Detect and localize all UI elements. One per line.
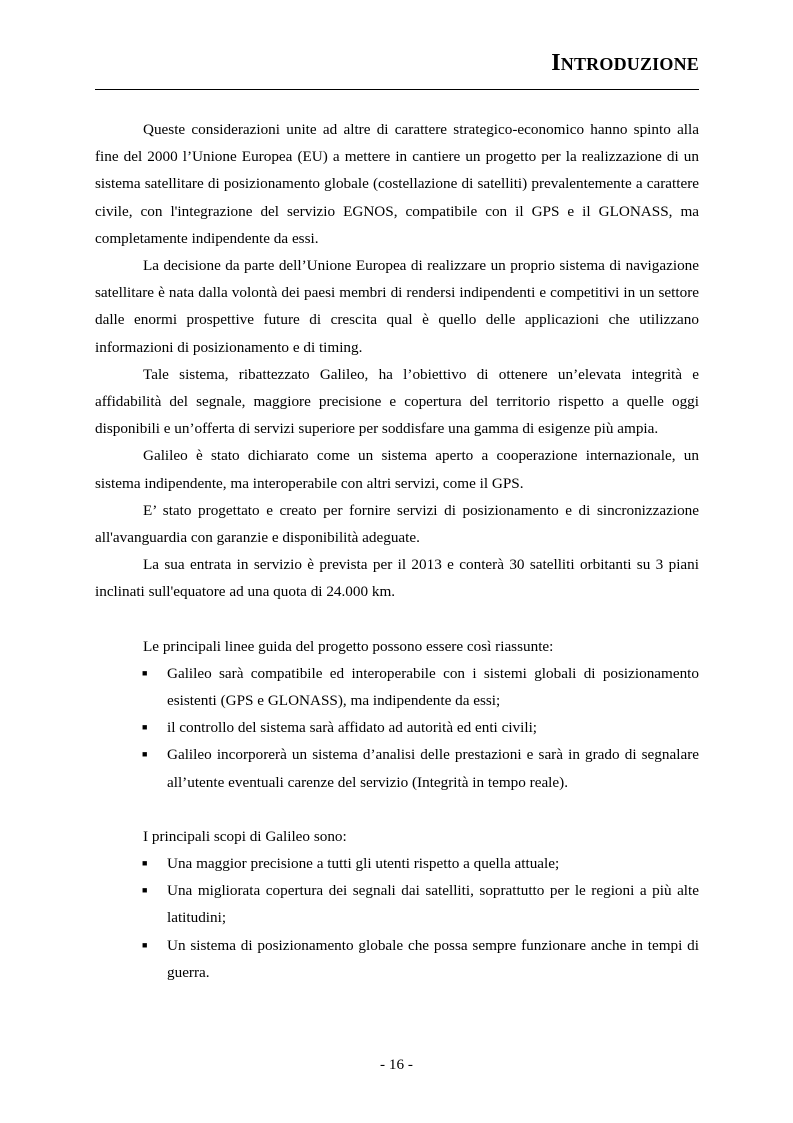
paragraph-3: Tale sistema, ribattezzato Galileo, ha l’obiettivo di ottenere un’elevata integrità e affidabilità del segnale, maggiore precisione e copertura del territorio rispetto a quelle oggi disponibili e un’offerta di servizi superiore per soddisfare una gamma di esigenze più ampia. — [95, 365, 699, 438]
list-item — [95, 877, 699, 931]
square-bullet-icon: ■ — [142, 858, 148, 869]
guidelines-list — [95, 660, 699, 796]
paragraph-2: La decisione da parte dell’Unione Europea di realizzare un proprio sistema di navigazione satellitare è nata dalla volontà dei paesi membri di rendersi indipendenti e competitivi in un settore dalle enormi prospettive future di crescita qual è quello delle applicazioni che utilizzano informazioni di posizionamento e di timing. — [95, 257, 699, 356]
page-header-title — [95, 50, 699, 77]
guidelines-intro: Le principali linee guida del progetto possono essere così riassunte: — [143, 637, 554, 655]
page-body — [95, 116, 699, 986]
list-item-text: Galileo sarà compatibile ed interoperabile con i sistemi globali di posizionamento esistenti (GPS e GLONASS), ma indipendente da essi; — [167, 664, 699, 710]
list-item — [95, 850, 699, 877]
header-title-rest: NTRODUZIONE — [560, 54, 699, 74]
paragraph-5: E’ stato progettato e creato per fornire servizi di posizionamento e di sincronizzazione all'avanguardia con garanzie e disponibilità adeguate. — [95, 501, 699, 547]
header-rule — [95, 89, 699, 90]
list-item — [95, 714, 699, 741]
square-bullet-icon: ■ — [142, 722, 148, 733]
header-title-initial: I — [551, 50, 561, 76]
square-bullet-icon: ■ — [142, 885, 148, 896]
square-bullet-icon: ■ — [142, 939, 148, 950]
paragraph-1: Queste considerazioni unite ad altre di carattere strategico-economico hanno spinto alla fine del 2000 l’Unione Europea (EU) a mettere in cantiere un progetto per la realizzazione di un sistema satellitare di posizionamento globale (costellazione di satelliti) prevalentemente a carattere civile, con l'integrazione del servizio EGNOS, compatibile con il GPS e il GLONASS, ma completamente indipendente da essi. — [95, 121, 699, 247]
list-item-text: Un sistema di posizionamento globale che possa sempre funzionare anche in tempi di guerra. — [167, 936, 699, 981]
page-number: - 16 - — [380, 1056, 413, 1073]
goals-intro: I principali scopi di Galileo sono: — [143, 827, 347, 845]
list-item-text: il controllo del sistema sarà affidato ad autorità ed enti civili; — [167, 719, 538, 737]
list-item — [95, 932, 699, 986]
spacer — [95, 606, 699, 633]
list-item-text: Una migliorata copertura dei segnali dai satelliti, soprattutto per le regioni a più alte latitudini; — [167, 882, 699, 927]
square-bullet-icon: ■ — [142, 749, 148, 760]
list-item-text: Galileo incorporerà un sistema d’analisi delle prestazioni e sarà in grado di segnalare all’utente eventuali carenze del servizio (Integrità in tempo reale). — [167, 746, 699, 791]
list-item — [95, 741, 699, 795]
square-bullet-icon: ■ — [142, 667, 148, 678]
list-item-text: Una maggior precisione a tutti gli utenti rispetto a quella attuale; — [167, 855, 560, 873]
list-item — [95, 660, 699, 714]
paragraph-6: La sua entrata in servizio è prevista per il 2013 e conterà 30 satelliti orbitanti su 3 piani inclinati sull'equatore ad una quota di 24.000 km. — [95, 556, 699, 601]
spacer — [95, 796, 699, 823]
goals-list — [95, 850, 699, 986]
paragraph-4: Galileo è stato dichiarato come un sistema aperto a cooperazione internazionale, un sistema indipendente, ma interoperabile con altri servizi, come il GPS. — [95, 447, 699, 492]
